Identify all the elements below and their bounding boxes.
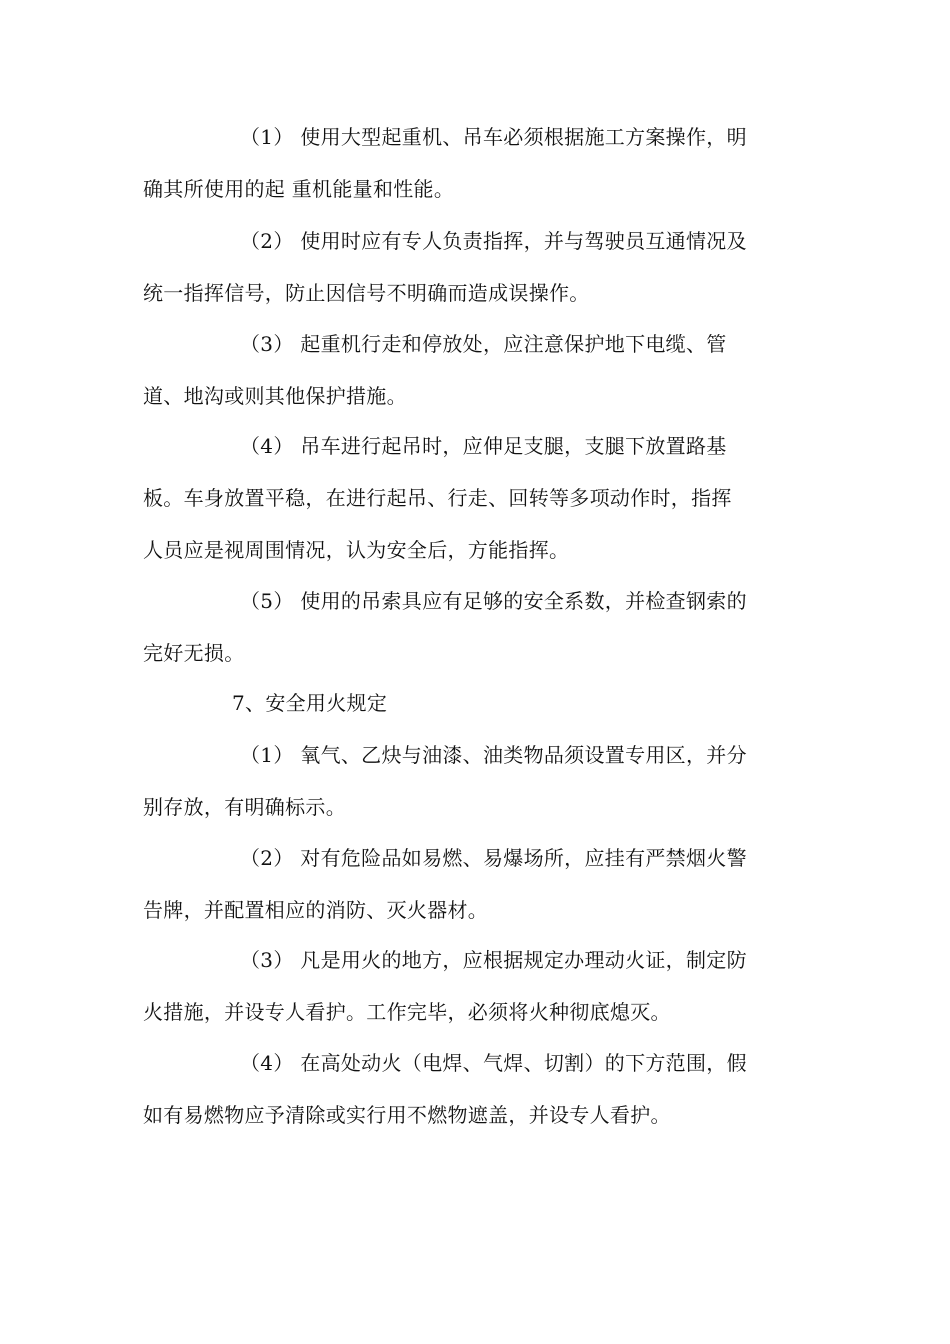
- text-line: （3） 凡是用火的地方，应根据规定办理动火证，制定防: [240, 948, 747, 972]
- text-line: （2） 对有危险品如易燃、易爆场所，应挂有严禁烟火警: [240, 846, 747, 870]
- text-line: 确其所使用的起 重机能量和性能。: [143, 177, 455, 201]
- text-line: （1） 使用大型起重机、吊车必须根据施工方案操作，明: [240, 125, 747, 149]
- text-line: （1） 氧气、乙炔与油漆、油类物品须设置专用区，并分: [240, 743, 747, 767]
- text-line: 别存放，有明确标示。: [143, 795, 346, 819]
- text-line: （3） 起重机行走和停放处，应注意保护地下电缆、管: [240, 332, 727, 356]
- text-line: 火措施，并设专人看护。工作完毕，必须将火种彻底熄灭。: [143, 1000, 671, 1024]
- text-line: 如有易燃物应予清除或实行用不燃物遮盖，并设专人看护。: [143, 1103, 671, 1127]
- section-heading: 7、安全用火规定: [232, 691, 388, 715]
- text-line: （2） 使用时应有专人负责指挥，并与驾驶员互通情况及: [240, 229, 747, 253]
- text-line: （4） 在高处动火（电焊、气焊、切割）的下方范围，假: [240, 1051, 747, 1075]
- text-line: （5） 使用的吊索具应有足够的安全系数，并检查钢索的: [240, 589, 747, 613]
- text-line: 道、地沟或则其他保护措施。: [143, 384, 407, 408]
- text-line: 告牌，并配置相应的消防、灭火器材。: [143, 898, 489, 922]
- text-line: 完好无损。: [143, 641, 245, 665]
- text-line: 板。车身放置平稳，在进行起吊、行走、回转等多项动作时，指挥: [143, 486, 732, 510]
- text-line: （4） 吊车进行起吊时，应伸足支腿，支腿下放置路基: [240, 434, 727, 458]
- text-line: 统一指挥信号，防止因信号不明确而造成误操作。: [143, 281, 590, 305]
- text-line: 人员应是视周围情况，认为安全后，方能指挥。: [143, 538, 570, 562]
